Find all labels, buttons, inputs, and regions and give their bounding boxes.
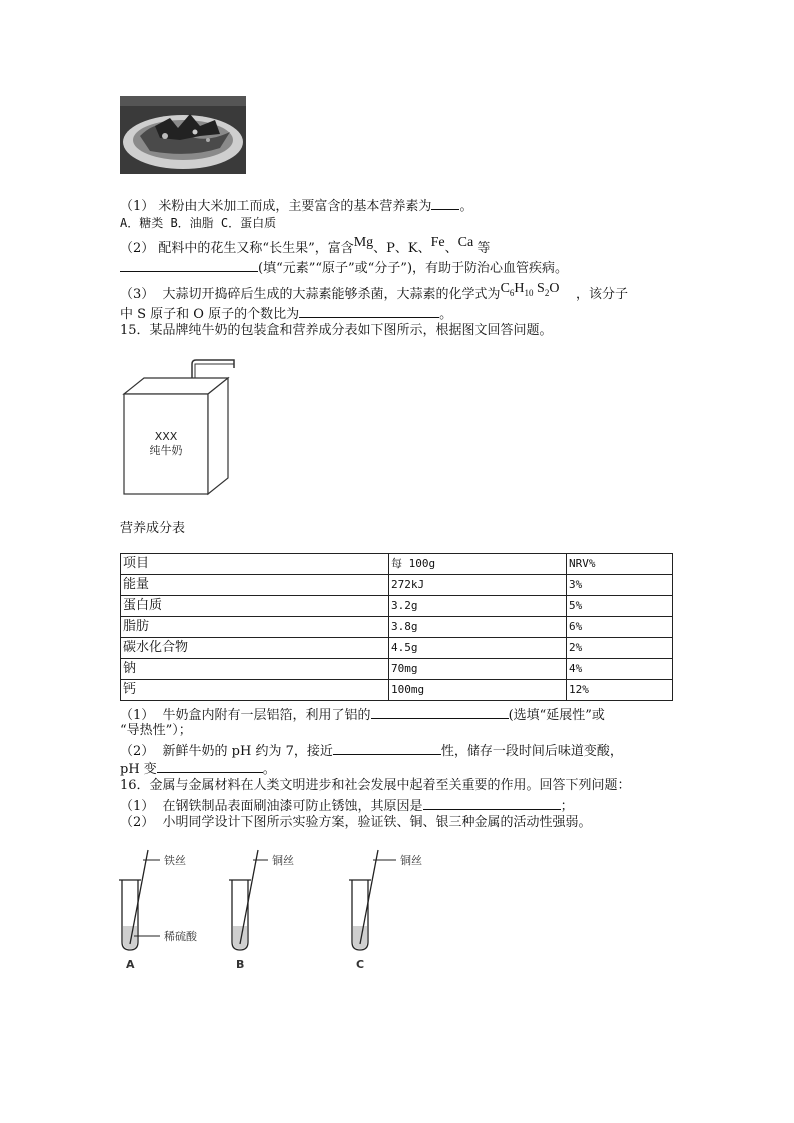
table-header-row (121, 554, 673, 575)
table-cell: 脂肪 (121, 617, 389, 638)
nutrition-table (120, 553, 673, 701)
table-cell: 272kJ (389, 575, 567, 596)
q15-part2: （2） 新鲜牛奶的 pH 约为 7，接近 性，储存一段时间后味道变酸， (120, 741, 623, 761)
test-tube-a (119, 850, 198, 971)
table-cell: 3.2g (389, 596, 567, 617)
table-cell: 3.8g (389, 617, 567, 638)
q16-intro: 16．金属与金属材料在人类文明进步和社会发展中起着至关重要的作用。回答下列问题： (120, 778, 631, 793)
test-tube-b (229, 850, 294, 971)
tube-c-wire-label: 铜丝 (400, 854, 422, 867)
tube-a-liquid-label: 稀硫酸 (164, 930, 197, 943)
q16-part1: （1） 在钢铁制品表面刷油漆可防止锈蚀，其原因是 ； (120, 796, 574, 816)
tube-b-wire-label: 铜丝 (272, 854, 294, 867)
table-cell: 能量 (121, 575, 389, 596)
table-cell: 6% (567, 617, 673, 638)
q15-part2-line2: pH 变 。 (120, 759, 276, 779)
q15-intro: 15．某品牌纯牛奶的包装盒和营养成分表如下图所示，根据图文回答问题。 (120, 323, 553, 338)
answer-blank[interactable] (431, 196, 459, 210)
answer-blank[interactable] (371, 705, 509, 719)
q15-part1-line2: “导热性”）； (120, 723, 192, 738)
rice-noodle-photo (120, 96, 246, 174)
answer-blank[interactable] (423, 796, 561, 810)
q14-part2-line2: (填“元素”“原子”或“分子”)，有助于防治心血管疾病。 (120, 258, 568, 278)
milk-carton-figure (118, 356, 242, 498)
table-cell: 蛋白质 (121, 596, 389, 617)
table-row (121, 638, 673, 659)
table-cell: 5% (567, 596, 673, 617)
tube-a-label: A (126, 958, 135, 971)
tube-b-label: B (236, 958, 245, 971)
carton-brand-label: XXX (154, 430, 178, 443)
answer-blank[interactable] (333, 741, 441, 755)
table-row (121, 659, 673, 680)
table-row (121, 596, 673, 617)
table-cell: 4% (567, 659, 673, 680)
tube-c-label: C (356, 958, 365, 971)
table-caption: 营养成分表 (120, 521, 186, 536)
answer-blank[interactable] (157, 759, 263, 773)
q15-part1: （1） 牛奶盒内附有一层铝箔，利用了铝的 (选填“延展性”或 (120, 705, 605, 725)
carton-product-label: 纯牛奶 (149, 444, 183, 457)
table-cell: 4.5g (389, 638, 567, 659)
table-cell: 每 100g (389, 554, 567, 575)
table-cell: 100mg (389, 680, 567, 701)
q14-part3: （3） 大蒜切开捣碎后生成的大蒜素能够杀菌，大蒜素的化学式为$C_6H_{10}$ $S_2O$ ，该分子 (120, 281, 628, 302)
table-row (121, 617, 673, 638)
table-cell: 钙 (121, 680, 389, 701)
table-row (121, 680, 673, 701)
q14-options: A．糖类 B．油脂 C．蛋白质 (120, 216, 277, 230)
table-cell: 3% (567, 575, 673, 596)
table-cell: 钠 (121, 659, 389, 680)
table-cell: 项目 (121, 554, 389, 575)
test-tube-figure (110, 846, 450, 976)
tube-a-wire-label: 铁丝 (164, 854, 186, 867)
table-row (121, 575, 673, 596)
q14-part1: （1） 米粉由大米加工而成，主要富含的基本营养素为 。 (120, 196, 472, 216)
table-cell: 2% (567, 638, 673, 659)
q16-part2: （2） 小明同学设计下图所示实验方案，验证铁、铜、银三种金属的活动性强弱。 (120, 815, 592, 830)
table-cell: 12% (567, 680, 673, 701)
table-cell: NRV% (567, 554, 673, 575)
q14-part2: （2） 配料中的花生又称“长生果”，富含Mg、P、K、Fe、Ca 等 (120, 235, 491, 256)
q14-part3-line2: 中 S 原子和 O 原子的个数比为 。 (120, 304, 452, 324)
answer-blank[interactable] (120, 258, 258, 272)
table-cell: 70mg (389, 659, 567, 680)
answer-blank[interactable] (299, 304, 439, 318)
table-cell: 碳水化合物 (121, 638, 389, 659)
test-tube-c (349, 850, 422, 971)
